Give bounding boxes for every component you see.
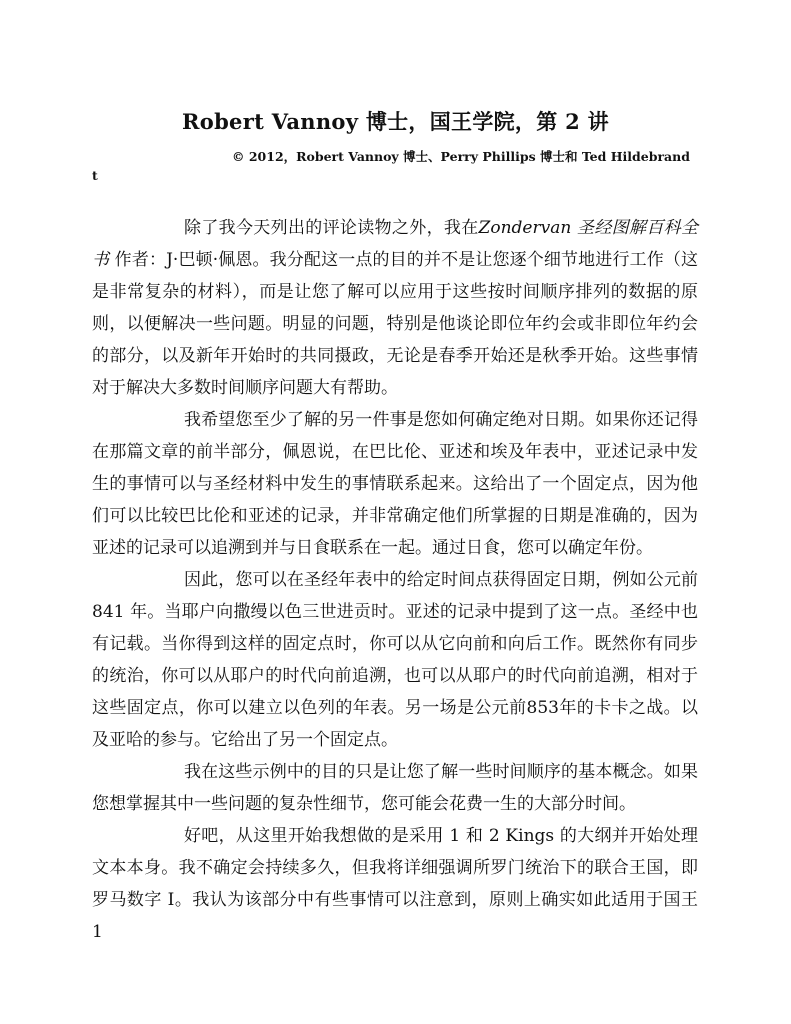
book-title: Zondervan 圣经图解百科全书 xyxy=(92,218,698,270)
copyright-notice: © 2012，Robert Vannoy 博士、Perry Phillips 博士和 Ted Hildebrand xyxy=(232,149,690,164)
page-title: Robert Vannoy 博士，国王学院，第 2 讲 xyxy=(182,109,609,134)
paragraph-2: 我希望您至少了解的另一件事是您如何确定绝对日期。如果你还记得在那篇文章的前半部分，佩恩说，在巴比伦、亚述和埃及年表中，亚述记录中发生的事情可以与圣经材料中发生的事情联系起来。这给出了一个固定点，因为他们可以比较巴比伦和亚述的记录，并非常确定他们所掌握的日期是准确的，因为亚述的记录可以追溯到并与日食联系在一起。通过日食，您可以确定年份。 xyxy=(92,410,698,558)
paragraph-1 xyxy=(92,212,698,404)
paragraph-5: 好吧，从这里开始我想做的是采用 1 和 2 Kings 的大纲并开始处理文本本身。我不确定会持续多久，但我将详细强调所罗门统治下的联合王国，即罗马数字 I。我认为该部分中有些事情可以注意到，原则上确实如此适用于国王 1 xyxy=(92,826,698,942)
paragraph-1-lead: 除了我今天列出的评论读物之外，我在 xyxy=(184,218,479,238)
paragraph-1-rest: 作者：J·巴顿·佩恩。我分配这一点的目的并不是让您逐个细节地进行工作（这是非常复杂的材料），而是让您了解可以应用于这些按时间顺序排列的数据的原则，以便解决一些问题。明显的问题，特别是他谈论即位年约会或非即位年约会的部分，以及新年开始时的共同摄政，无论是春季开始还是秋季开始。这些事情对于解决大多数时间顺序问题大有帮助。 xyxy=(92,250,698,398)
paragraph-3: 因此，您可以在圣经年表中的给定时间点获得固定日期，例如公元前 841 年。当耶户向撒缦以色三世进贡时。亚述的记录中提到了这一点。圣经中也有记载。当你得到这样的固定点时，你可以从它向前和向后工作。既然你有同步的统治，你可以从耶户的时代向前追溯，也可以从耶户的时代向前追溯，相对于这些固定点，你可以建立以色列的年表。另一场是公元前853年的卡卡之战。以及亚哈的参与。它给出了另一个固定点。 xyxy=(92,570,698,750)
copyright-notice-wrap: t xyxy=(92,168,98,183)
lecture-body xyxy=(92,212,698,948)
paragraph-4: 我在这些示例中的目的只是让您了解一些时间顺序的基本概念。如果您想掌握其中一些问题的复杂性细节，您可能会花费一生的大部分时间。 xyxy=(92,762,698,814)
